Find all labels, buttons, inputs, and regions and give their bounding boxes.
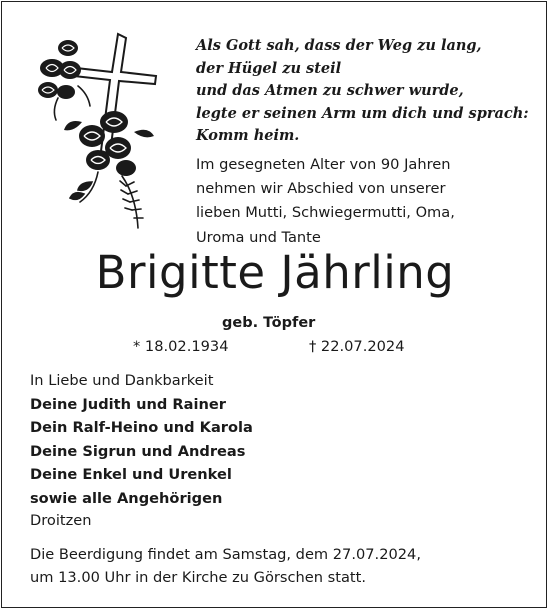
birth-date: * 18.02.1934 [133, 338, 229, 355]
death-date: † 22.07.2024 [309, 338, 405, 355]
intro-line: Im gesegneten Alter von 90 Jahren [196, 156, 451, 173]
poem-line: und das Atmen zu schwer wurde, [196, 82, 464, 99]
place-name: Droitzen [30, 512, 92, 529]
intro-line: nehmen wir Abschied von unserer [196, 180, 446, 198]
mourner: sowie alle Angehörigen [30, 489, 223, 507]
mourner: Deine Enkel und Urenkel [30, 466, 232, 483]
deceased-name: Brigitte Jährling [95, 246, 455, 299]
funeral-line: um 13.00 Uhr in der Kirche zu Görschen statt. [30, 568, 366, 586]
mourner: Deine Judith und Rainer [30, 395, 226, 413]
maiden-name: geb. Töpfer [222, 315, 316, 331]
funeral-line: Die Beerdigung findet am Samstag, dem 27.07.2024, [30, 546, 421, 563]
funeral-info [30, 544, 530, 589]
intro-line: Uroma und Tante [196, 228, 321, 246]
mourner: Deine Sigrun und Andreas [30, 442, 246, 460]
mourners-list [30, 369, 530, 510]
intro-line: lieben Mutti, Schwiegermutti, Oma, [196, 204, 455, 222]
intro-text [196, 153, 536, 250]
poem-line: der Hügel zu steil [196, 59, 342, 77]
poem-line: legte er seinen Arm um dich und sprach: [196, 104, 529, 122]
poem [196, 35, 536, 148]
poem-line: Komm heim. [196, 127, 300, 144]
mourners-intro: In Liebe und Dankbarkeit [30, 372, 214, 389]
poem-line: Als Gott sah, dass der Weg zu lang, [196, 37, 482, 54]
mourner: Dein Ralf-Heino und Karola [30, 419, 253, 436]
cross-with-roses-icon [22, 26, 172, 231]
